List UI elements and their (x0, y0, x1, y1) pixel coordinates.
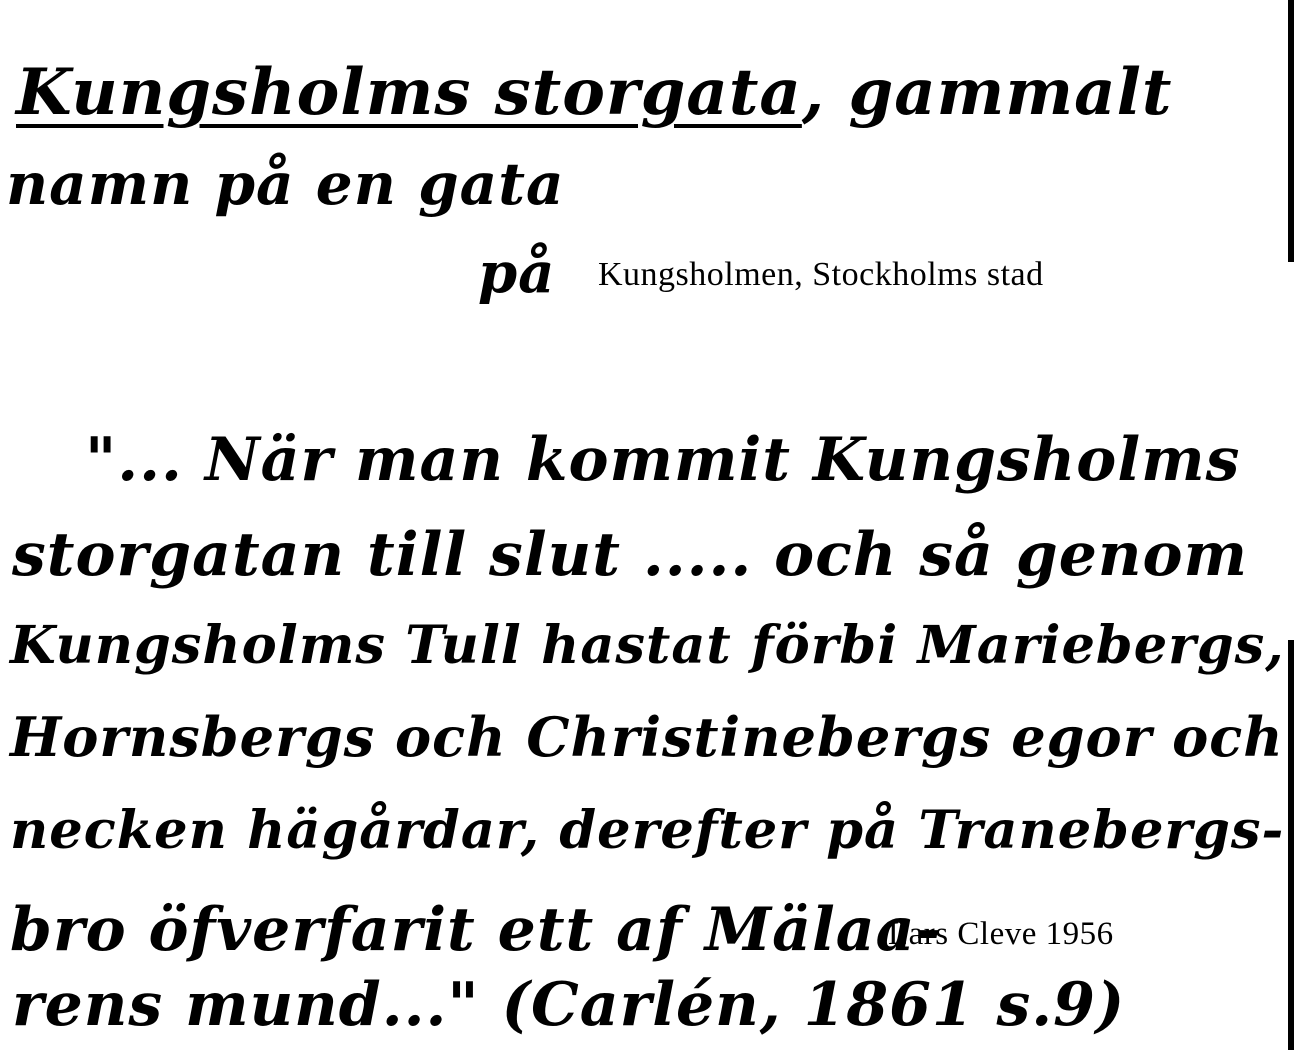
quote-line: "... När man kommit Kungsholms (85, 425, 1241, 495)
card-edge-line-top (1288, 0, 1294, 262)
quote-line: bro öfverfarit ett af Mälaa- (10, 895, 942, 965)
quote-line: necken hägårdar, derefter på Tranebergs- (10, 800, 1285, 861)
heading-rest: , gammalt (801, 55, 1173, 130)
definition-line: namn på en gata (6, 150, 565, 218)
card-heading-line (16, 55, 1172, 130)
author-credit-stamp: Lars Cleve 1956 (888, 916, 1114, 952)
place-stamp: Kungsholmen, Stockholms stad (598, 256, 1044, 293)
quote-line: storgatan till slut ..... och så genom (12, 520, 1249, 590)
handwritten-preposition: på (478, 240, 556, 306)
quote-line: Hornsbergs och Christinebergs egor och (10, 705, 1284, 769)
quote-line: rens mund..." (Carlén, 1861 s.9) (12, 970, 1126, 1040)
headword: Kungsholms storgata (16, 55, 802, 130)
card-edge-line-bottom (1288, 640, 1294, 1050)
quote-line: Kungsholms Tull hastat förbi Mariebergs, (10, 615, 1285, 676)
